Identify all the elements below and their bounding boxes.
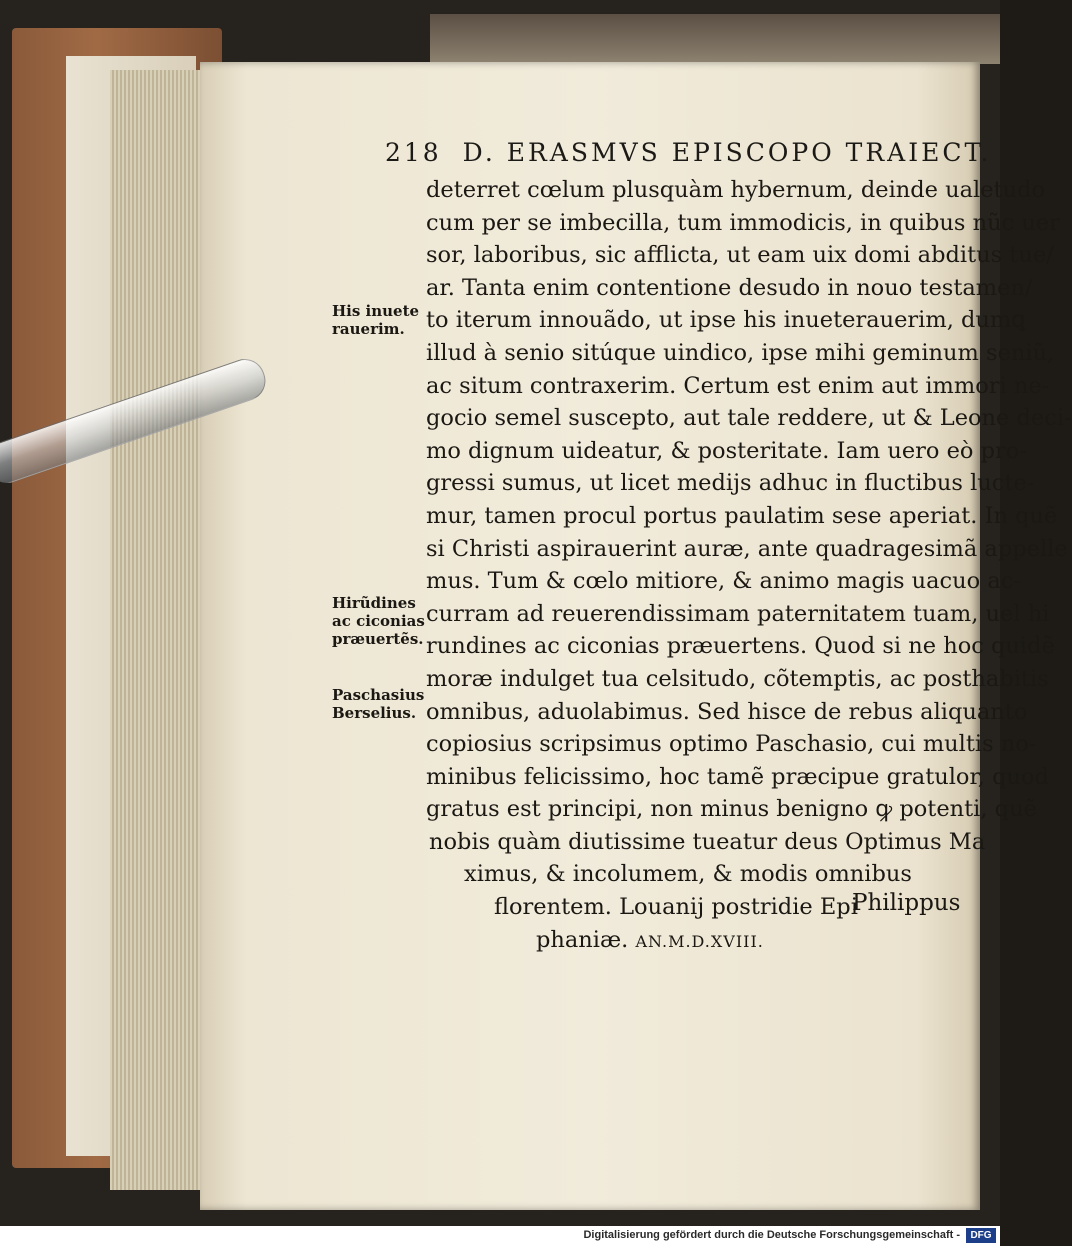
text-line: moræ indulget tua celsitudo, cõtemptis, ac posthabitis [426, 665, 1049, 692]
text-line: copiosius scripsimus optimo Paschasio, cui multis no- [426, 731, 1037, 758]
text-line: to iterum innouãdo, ut ipse his inueterauerim, dumꝗ [426, 307, 1026, 334]
text-line: florentem. Louanij postridie Epi [494, 894, 858, 921]
marginal-note: Paschasius Berselius. [332, 686, 425, 722]
text-line: phaniæ. [536, 926, 629, 953]
running-title: D. ERASMVS EPISCOPO TRAIECT. [462, 138, 992, 167]
text-line: mur, tamen procul portus paulatim sese aperiat. In quẽ [426, 502, 1058, 529]
text-line: ac situm contraxerim. Certum est enim aut immori ne- [426, 372, 1050, 399]
text-line: si Christi aspirauerint auræ, ante quadragesimã appelle [426, 535, 1068, 562]
marginal-note: His inuete rauerim. [332, 302, 420, 338]
text-line: gocio semel suscepto, aut tale reddere, ut & Leone deci- [426, 405, 1072, 432]
text-line: mus. Tum & cœlo mitiore, & animo magis uacuo ac- [426, 568, 1021, 595]
text-line: cum per se imbecilla, tum immodicis, in quibus nũc uer [426, 209, 1060, 236]
text-line: ar. Tanta enim contentione desudo in nouo testamen/ [426, 274, 1033, 301]
text-line: gratus est principi, non minus benigno ꝙ potenti, quẽ [426, 796, 1037, 823]
text-line-date [426, 924, 946, 959]
page-number: 218 [385, 138, 442, 167]
text-line: sor, laboribus, sic afflicta, ut eam uix domi abditus tue/ [426, 242, 1054, 269]
text-line: rundines ac ciconias præuertens. Quod si ne hoc quidẽ [426, 633, 1055, 660]
date-line: AN.M.D.XVIII. [635, 931, 764, 951]
text-line: deterret cœlum plusquàm hybernum, deinde ualetudo [426, 177, 1046, 203]
marginal-note: Hirũdines ac ciconias præuertẽs. [332, 594, 425, 648]
book-top-edge [430, 14, 1000, 64]
dfg-logo: DFG [966, 1228, 996, 1243]
digitization-footer [0, 1226, 1000, 1246]
text-line: illud à senio sitúque uindico, ipse mihi geminum seniũ, [426, 339, 1055, 366]
text-line: minibus felicissimo, hoc tamẽ præcipue gratulor, quod [426, 763, 1049, 790]
text-line: omnibus, aduolabimus. Sed hisce de rebus aliquanto [426, 698, 1028, 725]
letter-body [426, 174, 1072, 958]
text-line: nobis quàm diutissime tueatur deus Optimus Ma [429, 828, 986, 855]
text-line: ximus, & incolumem, & modis omnibus [464, 861, 912, 888]
text-line: mo dignum uideatur, & posteritate. Iam uero eò pro- [426, 437, 1027, 464]
funding-credit: Digitalisierung gefördert durch die Deutsche Forschungsgemeinschaft - [583, 1229, 960, 1241]
text-line: curram ad reuerendissimam paternitatem tuam, uel hi [426, 600, 1050, 627]
text-line: gressi sumus, ut licet medijs adhuc in fluctibus lucte- [426, 470, 1035, 497]
running-header [385, 138, 991, 167]
catchword: Philippus [852, 890, 961, 916]
